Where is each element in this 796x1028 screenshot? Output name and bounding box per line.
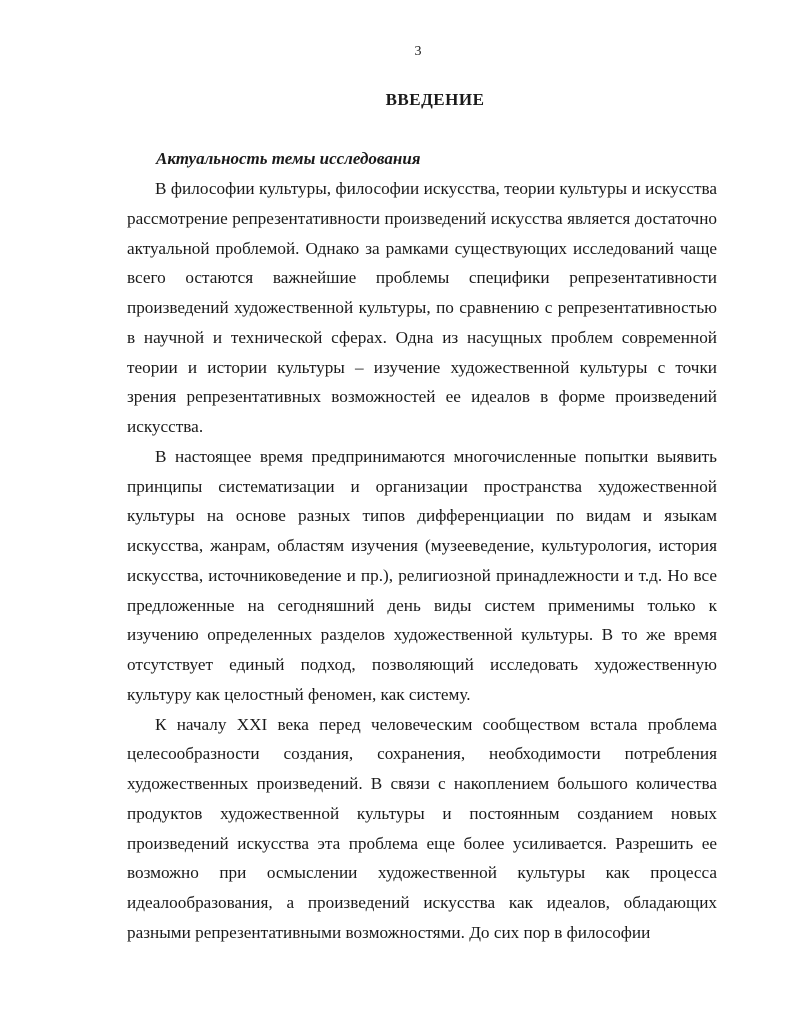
paragraph: В настоящее время предпринимаются многочисленные попытки выявить принципы систематизации и организации пространства художественной культуры на основе разных типов дифференциации по видам и языкам искусства, жанрам, областям изучения (музееведение, культурология, история искусства, источниковедение и пр.), религиозной принадлежности и т.д. Но все предложенные на сегодняшний день виды систем применимы только к изучению определенных разделов художественной культуры. В то же время отсутствует единый подход, позволяющий исследовать художественную культуру как целостный феномен, как систему.	[127, 446, 717, 704]
page-number: 3	[414, 44, 422, 59]
page-title: ВВЕДЕНИЕ	[385, 90, 485, 109]
body-text	[127, 174, 717, 948]
paragraph: В философии культуры, философии искусства, теории культуры и искусства рассмотрение репрезентативности произведений искусства является достаточно актуальной проблемой. Однако за рамками существующих исследований чаще всего остаются важнейшие проблемы специфики репрезентативности произведений художественной культуры, по сравнению с репрезентативностью в научной и технической сферах. Одна из насущных проблем современной теории и истории культуры – изучение художественной культуры с точки зрения репрезентативных возможностей ее идеалов в форме произведений искусства.	[127, 179, 717, 436]
section-heading: Актуальность темы исследования	[156, 149, 421, 168]
paragraph: К началу XXI века перед человеческим сообществом встала проблема целесообразности создания, сохранения, необходимости потребления художественных произведений. В связи с накоплением большого количества продуктов художественной культуры и постоянным созданием новых произведений искусства эта проблема еще более усиливается. Разрешить ее возможно при осмыслении художественной культуры как процесса идеалообразования, а произведений искусства как идеалов, обладающих разными репрезентативными возможностями. До сих пор в философии	[127, 714, 717, 942]
